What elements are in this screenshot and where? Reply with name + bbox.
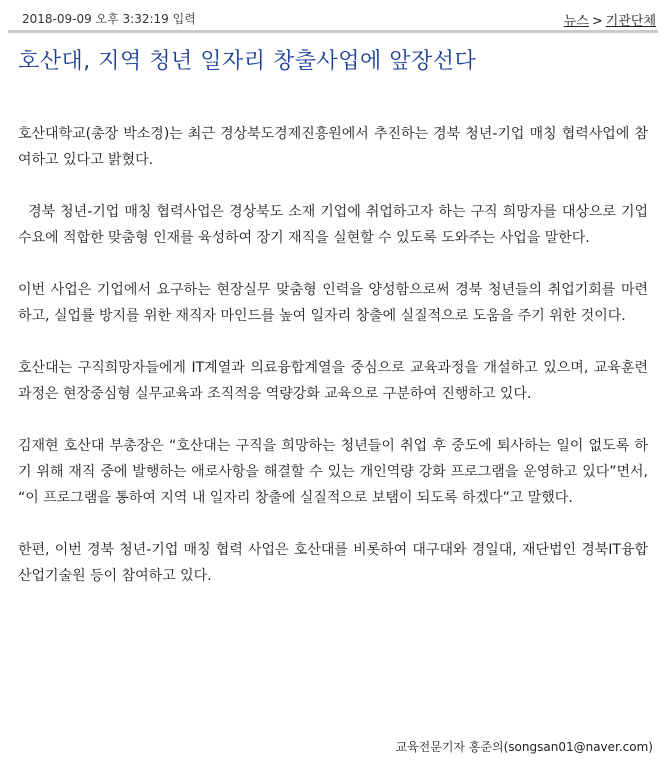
reporter-byline: 교육전문기자 홍준의(songsan01@naver.com) xyxy=(395,740,653,754)
article-paragraph-2: 경북 청년-기업 매칭 협력사업은 경상북도 소재 기업에 취업하고자 하는 구직 희망자를 대상으로 기업 수요에 적합한 맞춤형 인재를 육성하여 장기 재직을 실현할 수 있도록 도와주는 사업을 말한다. xyxy=(18,204,653,246)
breadcrumb-separator: > xyxy=(591,14,603,29)
article-paragraph-5: 김재현 호산대 부총장은 “호산대는 구직을 희망하는 청년들이 취업 후 중도에 퇴사하는 일이 없도록 하기 위해 재직 중에 발행하는 애로사항을 해결할 수 있는 개인역량 강화 프로그램을 운영하고 있다”면서, “이 프로그램을 통하여 지역 내 일자리 창출에 실질적으로 보탬이 되도록 하겠다”고 말했다. xyxy=(18,438,653,506)
article-body xyxy=(18,121,653,615)
article-title: 호산대, 지역 청년 일자리 창출사업에 앞장선다 xyxy=(18,49,477,74)
breadcrumb xyxy=(564,10,656,29)
article-paragraph-6: 한편, 이번 경북 청년-기업 매칭 협력 사업은 호산대를 비롯하여 대구대와 경일대, 재단법인 경북IT융합산업기술원 등이 참여하고 있다. xyxy=(18,542,648,584)
publish-datetime: 2018-09-09 오후 3:32:19 입력 xyxy=(22,12,196,26)
article-paragraph-4: 호산대는 구직희망자들에게 IT계열과 의료융합계열을 중심으로 교육과정을 개설하고 있으며, 교육훈련과정은 현장중심형 실무교육과 조직적응 역량강화 교육으로 구분하여 진행하고 있다. xyxy=(18,360,648,402)
breadcrumb-category-link[interactable]: 기관단체 xyxy=(605,14,656,29)
article-paragraph-3: 이번 사업은 기업에서 요구하는 현장실무 맞춤형 인력을 양성함으로써 경북 청년들의 취업기회를 마련하고, 실업률 방지를 위한 재직자 마인드를 높여 일자리 창출에 실질적으로 도움을 주기 위한 것이다. xyxy=(18,282,648,324)
article-header-bar xyxy=(8,6,658,33)
article-paragraph-1: 호산대학교(총장 박소경)는 최근 경상북도경제진흥원에서 추진하는 경북 청년-기업 매칭 협력사업에 참여하고 있다고 밝혔다. xyxy=(18,126,648,168)
breadcrumb-news-link[interactable]: 뉴스 xyxy=(563,14,589,29)
